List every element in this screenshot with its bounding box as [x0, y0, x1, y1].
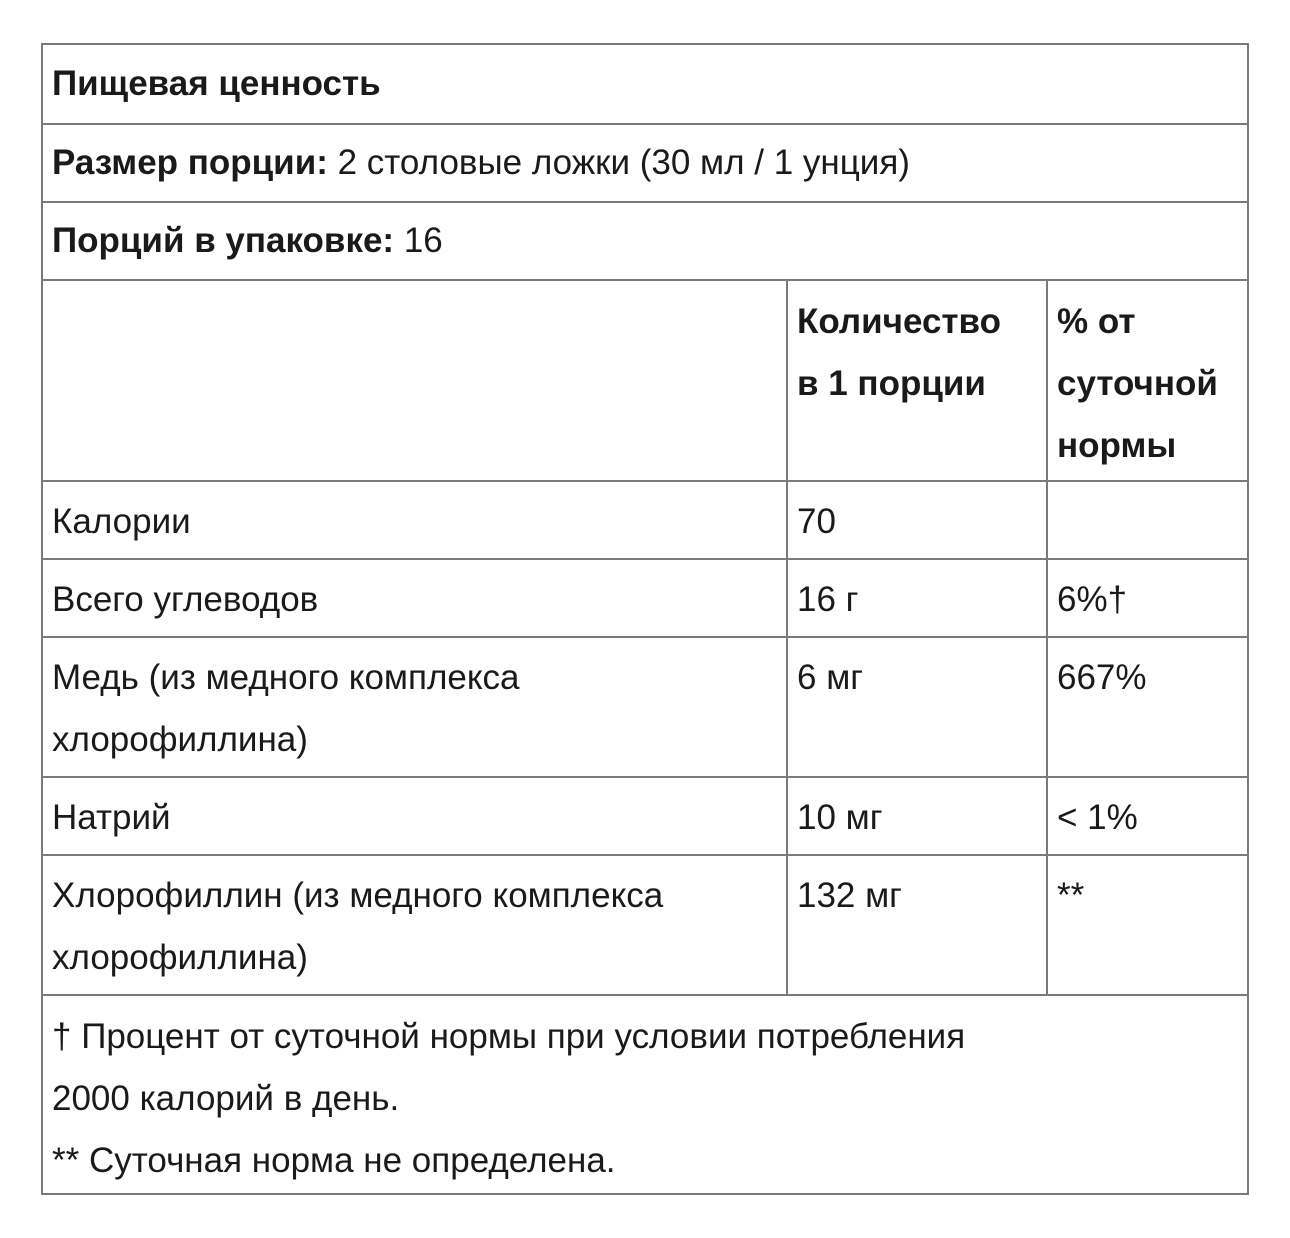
nutrient-name: Всего углеводов — [52, 580, 319, 619]
nutrient-name: Натрий — [52, 798, 171, 837]
nutrient-daily-value: ** — [1046, 856, 1247, 994]
table-row — [43, 482, 1247, 560]
servings-per-container-label: Порций в упаковке: — [52, 221, 395, 260]
table-title: Пищевая ценность — [52, 64, 381, 103]
footnotes-row — [43, 996, 1247, 1193]
nutrient-name: Медь (из медного комплекса хлорофиллина) — [52, 658, 520, 759]
header-amount: Количество в 1 порции — [786, 281, 1046, 480]
nutrient-daily-value: < 1% — [1046, 778, 1247, 854]
serving-size — [43, 125, 1247, 201]
column-header-row — [43, 281, 1247, 482]
table-row — [43, 638, 1247, 778]
nutrient-daily-value: 6%† — [1046, 560, 1247, 636]
footnote-dagger-continued: 2000 калорий в день. — [52, 1079, 400, 1118]
nutrition-facts-table — [41, 43, 1249, 1195]
footnotes — [43, 996, 1247, 1193]
nutrient-name: Хлорофиллин (из медного комплекса хлорофиллина) — [52, 876, 664, 977]
servings-per-container-row — [43, 203, 1247, 281]
footnote-double-asterisk: ** Суточная норма не определена. — [52, 1141, 616, 1180]
header-nutrient — [43, 281, 786, 480]
table-row — [43, 856, 1247, 996]
footnote-dagger: † Процент от суточной нормы при условии потребления — [52, 1017, 966, 1056]
servings-per-container — [43, 203, 1247, 279]
table-row — [43, 560, 1247, 638]
servings-per-container-value: 16 — [394, 221, 443, 260]
nutrient-amount: 132 мг — [786, 856, 1046, 994]
nutrient-amount: 6 мг — [786, 638, 1046, 776]
title-row — [43, 45, 1247, 125]
serving-size-label: Размер порции: — [52, 143, 328, 182]
nutrient-amount: 10 мг — [786, 778, 1046, 854]
nutrient-daily-value — [1046, 482, 1247, 558]
nutrient-daily-value: 667% — [1046, 638, 1247, 776]
nutrient-amount: 70 — [786, 482, 1046, 558]
nutrient-amount: 16 г — [786, 560, 1046, 636]
table-row — [43, 778, 1247, 856]
header-daily-value: % от суточной нормы — [1046, 281, 1247, 480]
serving-size-row — [43, 125, 1247, 203]
nutrient-name: Калории — [52, 502, 191, 541]
serving-size-value: 2 столовые ложки (30 мл / 1 унция) — [327, 143, 910, 182]
